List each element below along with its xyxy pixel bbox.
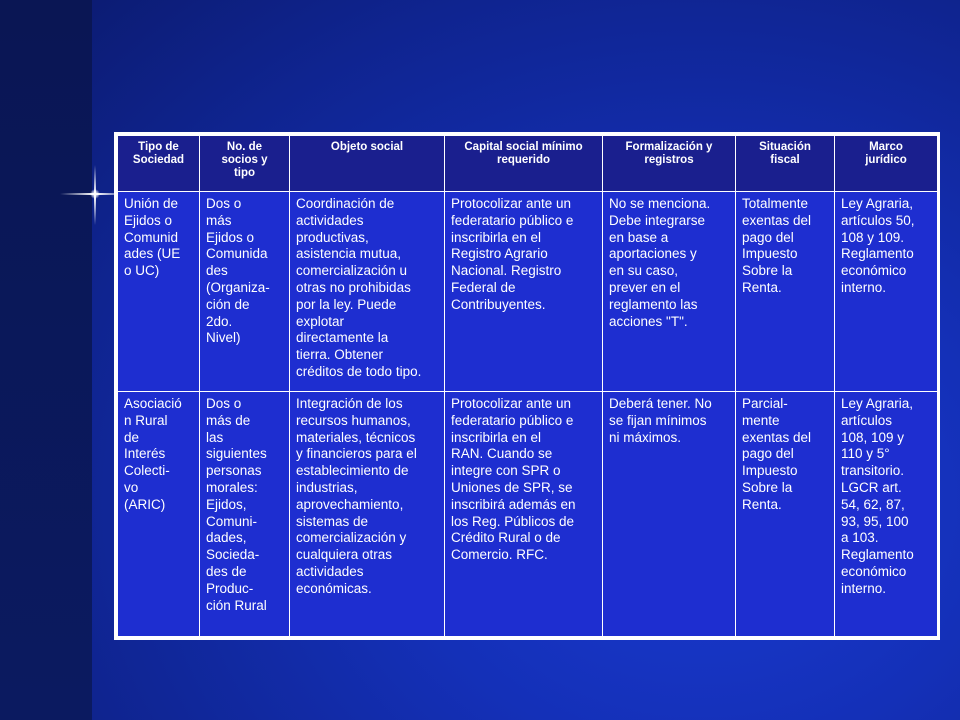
comparison-table [117,135,938,637]
table-row [118,392,938,637]
cell-situacion-fiscal: Totalmente exentas del pago del Impuesto Sobre la Renta. [736,192,835,392]
header-marco-juridico: Marco jurídico [835,136,938,192]
header-formalizacion: Formalización y registros [603,136,736,192]
cell-situacion-fiscal: Parcial- mente exentas del pago del Impuesto Sobre la Renta. [736,392,835,637]
cell-tipo-sociedad: Asociació n Rural de Interés Colecti- vo (ARIC) [118,392,200,637]
cell-objeto-social: Integración de los recursos humanos, materiales, técnicos y financieros para el establecimiento de industrias, aprovechamiento, sistemas de comercialización y cualquiera otras actividades económicas. [290,392,445,637]
header-tipo-sociedad: Tipo de Sociedad [118,136,200,192]
header-numero-socios: No. de socios y tipo [200,136,290,192]
table-header-row [118,136,938,192]
cell-capital-social: Protocolizar ante un federatario público e inscribirla en el Registro Agrario Nacional. Registro Federal de Contribuyentes. [445,192,603,392]
header-capital-social: Capital social mínimo requerido [445,136,603,192]
header-situacion-fiscal: Situación fiscal [736,136,835,192]
cell-marco-juridico: Ley Agraria, artículos 50, 108 y 109. Reglamento económico interno. [835,192,938,392]
cell-tipo-sociedad: Unión de Ejidos o Comunid ades (UE o UC) [118,192,200,392]
header-objeto-social: Objeto social [290,136,445,192]
cell-numero-socios: Dos o más Ejidos o Comunida des (Organiza- ción de 2do. Nivel) [200,192,290,392]
left-margin-band [0,0,92,720]
cell-formalizacion: No se menciona. Debe integrarse en base a aportaciones y en su caso, prever en el reglamento las acciones "T". [603,192,736,392]
cell-objeto-social: Coordinación de actividades productivas, asistencia mutua, comercialización u otras no prohibidas por la ley. Puede explotar directamente la tierra. Obtener créditos de todo tipo. [290,192,445,392]
cell-capital-social: Protocolizar ante un federatario público e inscribirla en el RAN. Cuando se integre con SPR o Uniones de SPR, se inscribirá además en los Reg. Públicos de Crédito Rural o de Comercio. RFC. [445,392,603,637]
table-row [118,192,938,392]
cell-formalizacion: Deberá tener. No se fijan mínimos ni máximos. [603,392,736,637]
cell-numero-socios: Dos o más de las siguientes personas morales: Ejidos, Comuni- dades, Socieda- des de Produc- ción Rural [200,392,290,637]
comparison-table-frame [114,132,940,640]
cell-marco-juridico: Ley Agraria, artículos 108, 109 y 110 y 5° transitorio. LGCR art. 54, 62, 87, 93, 95, 100 a 103. Reglamento económico interno. [835,392,938,637]
